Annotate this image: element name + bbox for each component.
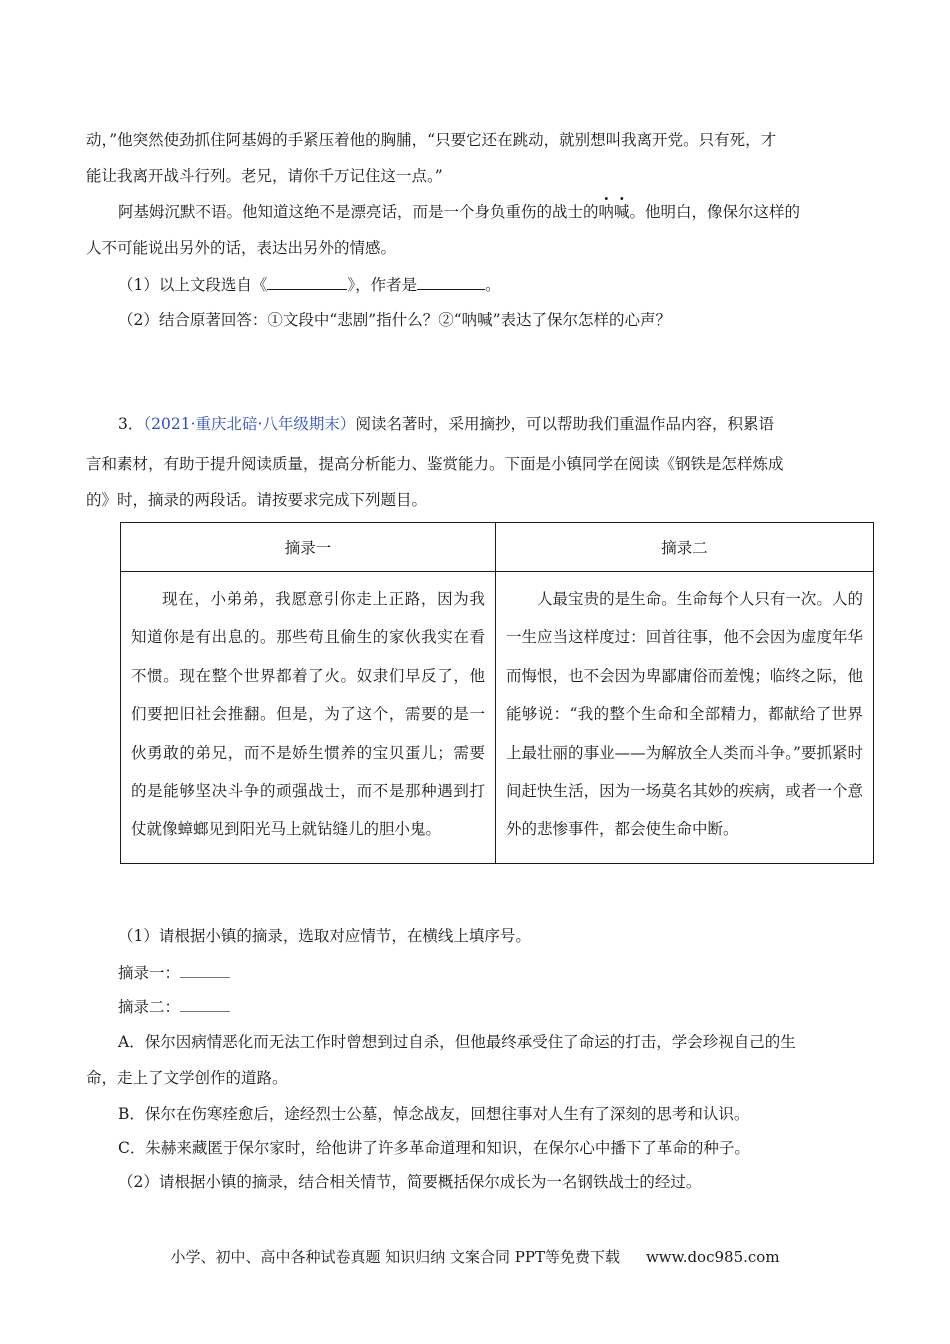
q3-intro-line-3: 的》时，摘录的两段话。请按要求完成下列题目。 [86, 491, 428, 509]
answer-blank[interactable] [267, 274, 347, 290]
footer-link[interactable]: www.doc985.com [645, 1248, 780, 1266]
passage-line-4: 人不可能说出另外的话，表达出另外的情感。 [86, 239, 397, 257]
excerpt-table [120, 522, 874, 864]
emphasis-dot-char: 呐 [598, 203, 615, 221]
q2-sub2: （2）结合原著回答：①文段中“悲剧”指什么？②“呐喊”表达了保尔怎样的心声？ [118, 311, 672, 329]
answer-blank[interactable] [180, 962, 230, 978]
answer-blank[interactable] [417, 274, 485, 290]
answer-line-2: 摘录二： [118, 996, 230, 1017]
q3-intro-line-2: 言和素材，有助于提升阅读质量，提高分析能力、鉴赏能力。下面是小镇同学在阅读《钢铁是怎样炼成 [86, 455, 784, 473]
answer-line-1: 摘录一： [118, 962, 230, 983]
question-source: （2021·重庆北碚·八年级期末） [143, 415, 356, 433]
excerpt-cell-2: 人最宝贵的是生命。生命每个人只有一次。人的一生应当这样度过：回首往事，他不会因为虚度年华而悔恨，也不会因为卑鄙庸俗而羞愧；临终之际，他能够说：“我的整个生命和全部精力，都献给了世界上最壮丽的事业——为解放全人类而斗争。”要抓紧时间赶快生活，因为一场莫名其妙的疾病，或者一个意外的悲惨事件，都会使生命中断。 [496, 572, 874, 864]
option-c: C．朱赫来藏匿于保尔家时，给他讲了许多革命道理和知识，在保尔心中播下了革命的种子。 [118, 1139, 750, 1157]
page-footer [0, 1246, 950, 1267]
option-b: B．保尔在伤寒痊愈后，途经烈士公墓，悼念战友，回想往事对人生有了深刻的思考和认识。 [118, 1105, 750, 1123]
excerpt-header-1: 摘录一 [121, 523, 496, 572]
q2-sub1: （1）以上文段选自《 》，作者是 。 [118, 276, 501, 294]
q3-sub2: （2）请根据小镇的摘录，结合相关情节，简要概括保尔成长为一名钢铁战士的经过。 [118, 1173, 702, 1191]
answer-blank[interactable] [180, 996, 230, 1012]
passage-line-1: 动，”他突然使劲抓住阿基姆的手紧压着他的胸脯，“只要它还在跳动，就别想叫我离开党。只有死，才 [86, 131, 777, 149]
question-number: 3． [118, 415, 144, 433]
q3-sub1: （1）请根据小镇的摘录，选取对应情节，在横线上填序号。 [118, 927, 531, 945]
emphasis-dot-char: 喊 [614, 203, 630, 221]
passage-line-2: 能让我离开战斗行列。老兄，请你千万记住这一点。” [86, 167, 443, 185]
excerpt-header-2: 摘录二 [496, 523, 874, 572]
q3-intro-line-1: 3．（2021·重庆北碚·八年级期末）阅读名著时，采用摘抄，可以帮助我们重温作品内容，积累语 [118, 415, 774, 433]
footer-text: 小学、初中、高中各种试卷真题 知识归纳 文案合同 PPT等免费下载 [170, 1248, 620, 1266]
option-a-line-2: 命，走上了文学创作的道路。 [86, 1069, 288, 1087]
passage-line-3: 阿基姆沉默不语。他知道这绝不是漂亮话，而是一个身负重伤的战士的呐喊。他明白，像保尔这样的 [118, 203, 801, 221]
excerpt-cell-1: 现在，小弟弟，我愿意引你走上正路，因为我知道你是有出息的。那些苟且偷生的家伙我实在看不惯。现在整个世界都着了火。奴隶们早反了，他们要把旧社会推翻。但是，为了这个，需要的是一伙勇敢的弟兄，而不是娇生惯养的宝贝蛋儿；需要的是能够坚决斗争的顽强战士，而不是那种遇到打仗就像蟑螂见到阳光马上就钻缝儿的胆小鬼。 [121, 572, 496, 864]
option-a-line-1: A．保尔因病情恶化而无法工作时曾想到过自杀，但他最终承受住了命运的打击，学会珍视自己的生 [118, 1033, 796, 1051]
